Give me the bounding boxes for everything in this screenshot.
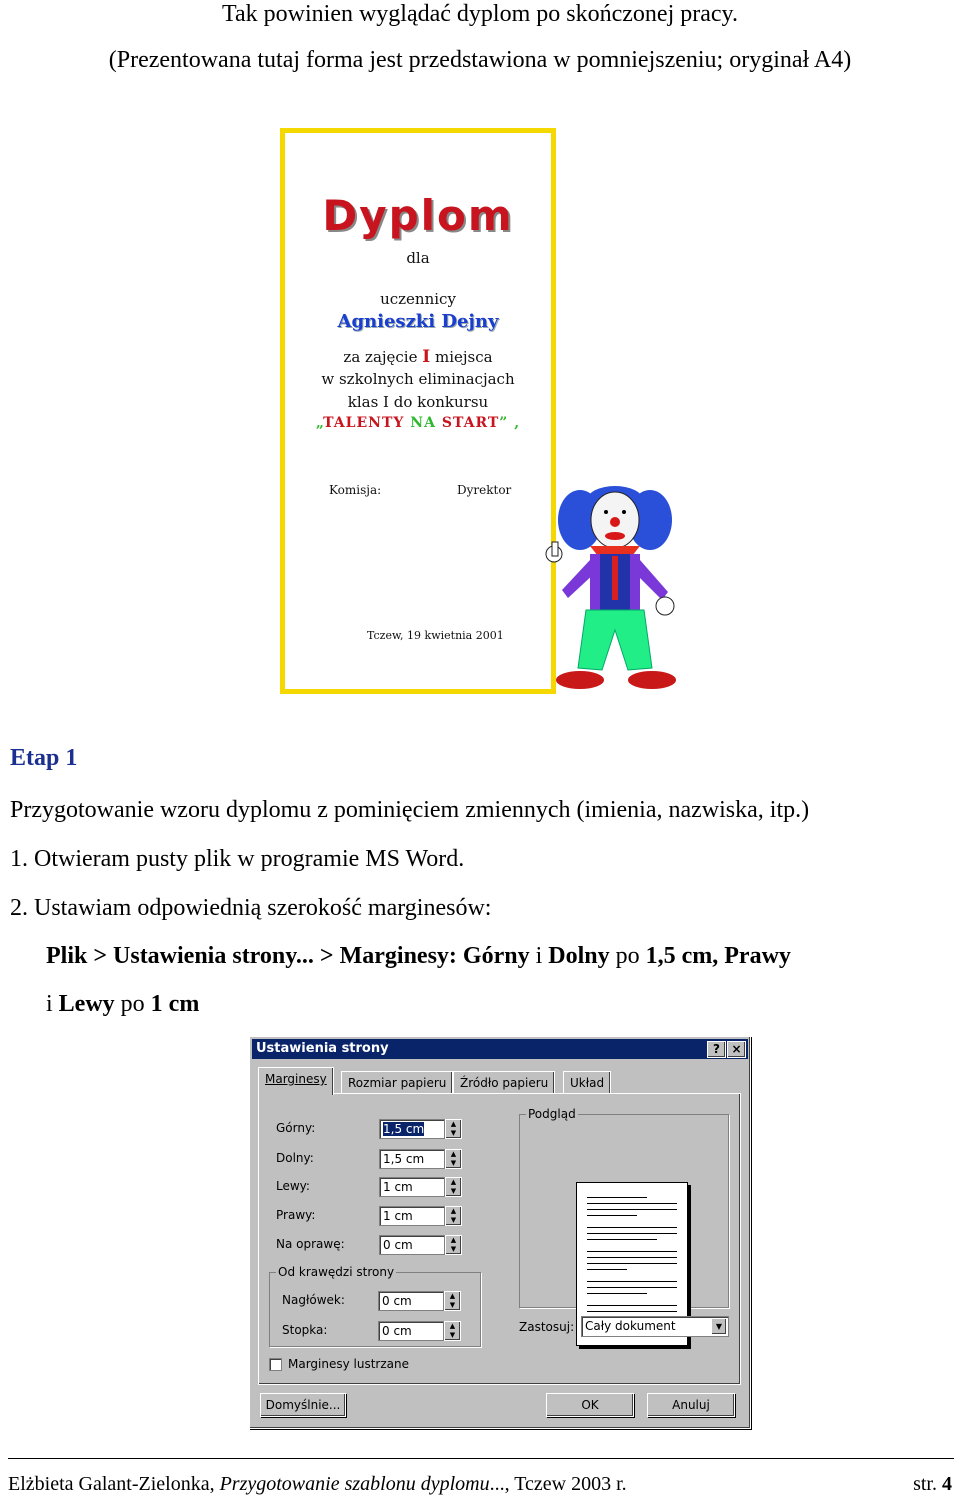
step-1: 1. Otwieram pusty plik w programie MS Word. xyxy=(10,846,465,872)
zastosuj-select[interactable]: Cały dokument ▼ xyxy=(581,1316,729,1337)
tab-uklad[interactable]: Układ xyxy=(563,1071,611,1094)
na-oprawe-spinner[interactable]: ▲ ▼ xyxy=(445,1235,462,1255)
tab-rozmiar-papieru[interactable]: Rozmiar papieru xyxy=(341,1071,453,1094)
naglowek-spinner[interactable]: ▲ ▼ xyxy=(444,1291,461,1311)
diploma-contest-name: „TALENTY NA START” , xyxy=(315,415,521,431)
marginesy-lustrzane-checkbox[interactable] xyxy=(269,1358,282,1371)
footer-citation: Elżbieta Galant-Zielonka, Przygotowanie szablonu dyplomu..., Tczew 2003 r. xyxy=(8,1473,627,1495)
etap-heading: Etap 1 xyxy=(10,745,78,771)
lewy-spinner[interactable]: ▲ ▼ xyxy=(445,1177,462,1197)
close-button[interactable]: × xyxy=(727,1041,746,1058)
label-dolny: Dolny: xyxy=(276,1151,314,1165)
prawy-spinner[interactable]: ▲ ▼ xyxy=(445,1206,462,1226)
diploma-student-name: Agnieszki Dejny xyxy=(337,311,499,332)
label-prawy: Prawy: xyxy=(276,1208,316,1222)
anuluj-button[interactable]: Anuluj xyxy=(647,1393,735,1417)
label-lewy: Lewy: xyxy=(276,1179,310,1193)
gorny-spinner[interactable]: ▲ ▼ xyxy=(445,1119,462,1139)
intro-line-2: (Prezentowana tutaj forma jest przedstawiona w pomniejszeniu; oryginał A4) xyxy=(108,47,852,73)
label-na-oprawe: Na oprawę: xyxy=(276,1237,345,1251)
diploma-uczennicy: uczennicy xyxy=(380,290,456,308)
diploma-dyrektor: Dyrektor xyxy=(457,483,512,497)
dialog-titlebar xyxy=(252,1039,748,1059)
ok-button[interactable]: OK xyxy=(546,1393,634,1417)
lewy-input[interactable]: 1 cm xyxy=(379,1177,445,1197)
dialog-title: Ustawienia strony xyxy=(256,1041,389,1056)
diploma-date: Tczew, 19 kwietnia 2001 xyxy=(367,629,504,642)
stopka-spinner[interactable]: ▲ ▼ xyxy=(444,1321,461,1341)
od-krawedzi-group xyxy=(269,1265,481,1347)
na-oprawe-input[interactable]: 0 cm xyxy=(379,1235,445,1255)
page-setup-dialog xyxy=(249,1036,751,1429)
diploma-komisja: Komisja: xyxy=(329,483,382,497)
footer-divider xyxy=(8,1458,954,1459)
page-number: str. 4 xyxy=(913,1473,952,1495)
menu-path-line-2: i Lewy po 1 cm xyxy=(46,991,200,1017)
label-stopka: Stopka: xyxy=(282,1323,328,1337)
tab-marginesy[interactable]: Marginesy xyxy=(258,1067,334,1095)
margins-panel xyxy=(258,1093,741,1385)
prawy-input[interactable]: 1 cm xyxy=(379,1206,445,1226)
menu-path-line-1: Plik > Ustawienia strony... > Marginesy: Górny i Dolny po 1,5 cm, Prawy xyxy=(46,943,791,969)
help-button[interactable]: ? xyxy=(707,1041,726,1058)
podglad-title: Podgląd xyxy=(528,1107,576,1121)
label-zastosuj: Zastosuj: xyxy=(519,1320,575,1334)
dolny-spinner[interactable]: ▲ ▼ xyxy=(445,1149,462,1169)
etap-intro: Przygotowanie wzoru dyplomu z pominięciem zmiennych (imienia, nazwiska, itp.) xyxy=(10,797,810,823)
chevron-down-icon[interactable]: ▼ xyxy=(711,1318,727,1335)
diploma-dla: dla xyxy=(406,249,430,267)
tab-zrodlo-papieru[interactable]: Źródło papieru xyxy=(453,1071,555,1094)
stopka-input[interactable]: 0 cm xyxy=(378,1321,444,1341)
label-gorny: Górny: xyxy=(276,1121,316,1135)
step-2: 2. Ustawiam odpowiednią szerokość marginesów: xyxy=(10,895,492,921)
domyslnie-button[interactable]: Domyślnie... xyxy=(260,1393,346,1417)
label-marginesy-lustrzane: Marginesy lustrzane xyxy=(288,1357,410,1371)
diploma-line-1: za zajęcie I miejsca xyxy=(343,347,493,367)
clown-clipart xyxy=(540,480,690,695)
diploma-preview xyxy=(280,128,556,694)
diploma-line-2: w szkolnych eliminacjach xyxy=(321,370,515,388)
diploma-line-3: klas I do konkursu xyxy=(347,393,489,411)
gorny-input[interactable]: 1,5 cm xyxy=(379,1119,445,1139)
diploma-title: Dyplom xyxy=(322,191,514,240)
naglowek-input[interactable]: 0 cm xyxy=(378,1291,444,1311)
od-krawedzi-title: Od krawędzi strony xyxy=(278,1265,395,1279)
dolny-input[interactable]: 1,5 cm xyxy=(379,1149,445,1169)
label-naglowek: Nagłówek: xyxy=(282,1293,345,1307)
intro-line-1: Tak powinien wyglądać dyplom po skończonej pracy. xyxy=(222,1,738,27)
